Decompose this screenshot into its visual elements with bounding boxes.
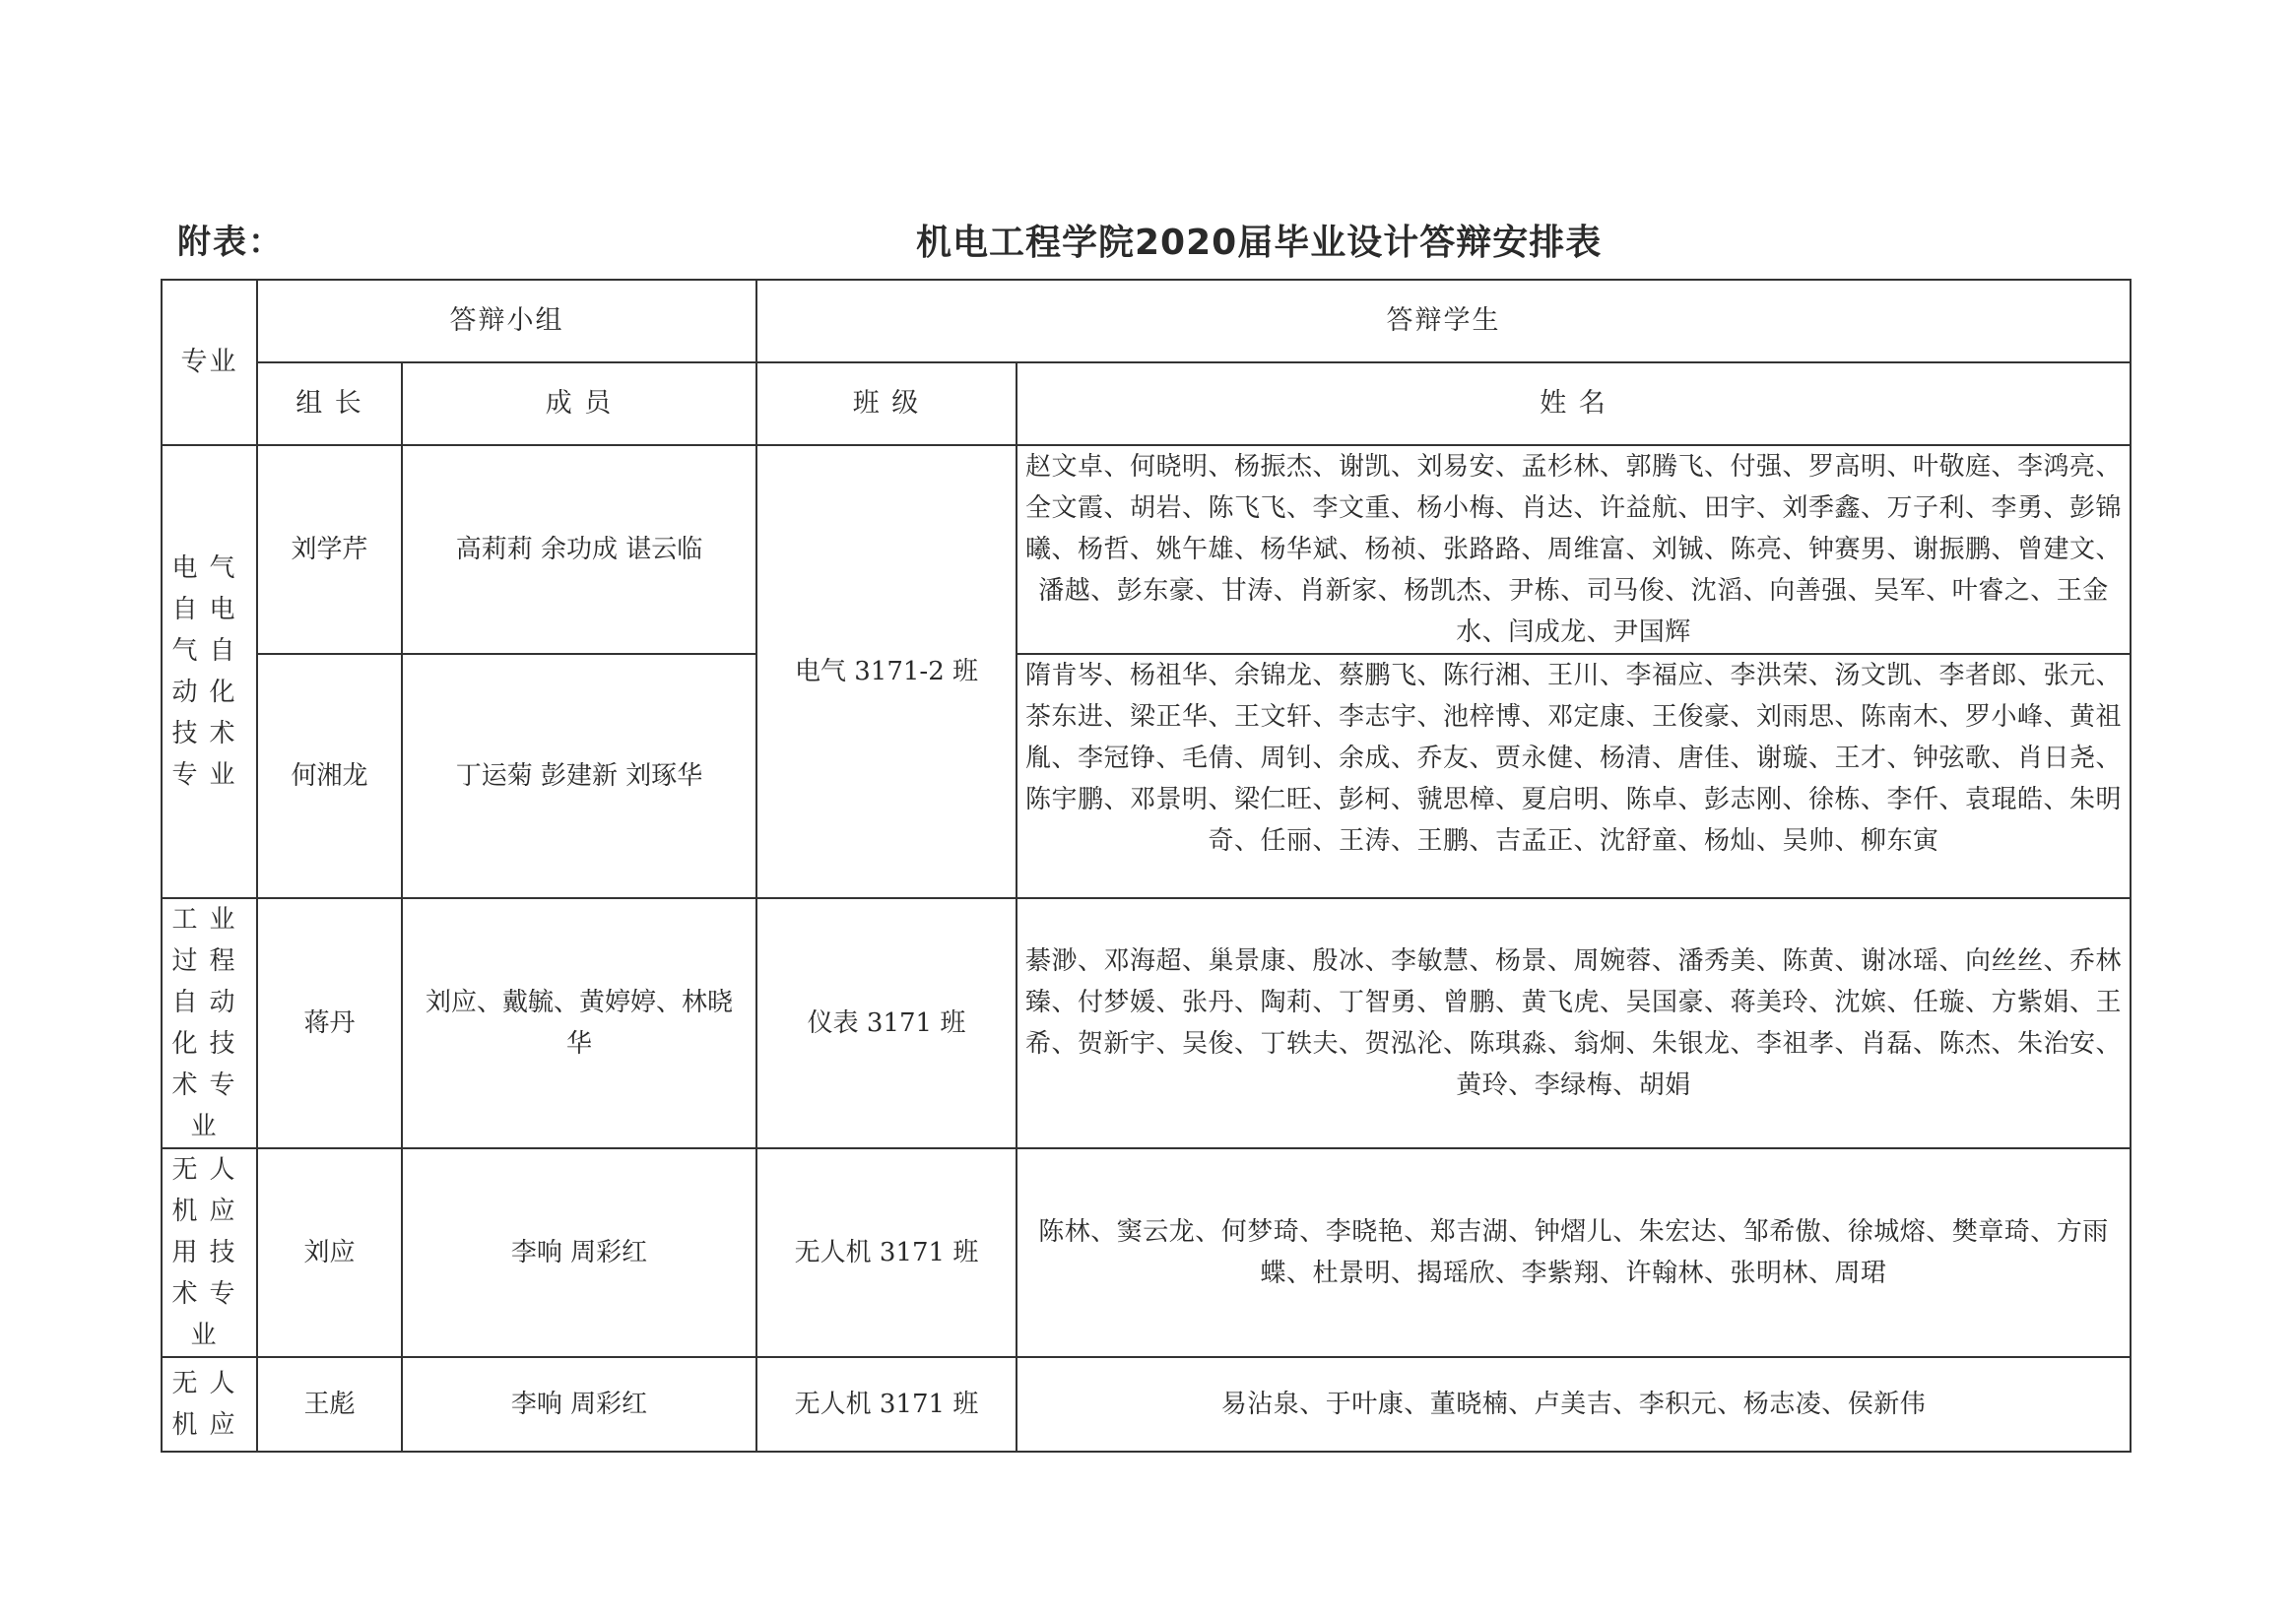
defense-schedule-table <box>161 279 2132 1453</box>
class-cell: 仪表 3171 班 <box>756 898 1017 1148</box>
names-cell: 赵文卓、何晓明、杨振杰、谢凯、刘易安、孟杉林、郭腾飞、付强、罗高明、叶敬庭、李鸿亮、全文霞、胡岩、陈飞飞、李文重、杨小梅、肖达、许益航、田宇、刘季鑫、万子利、李勇、彭锦曦、杨哲、姚午雄、杨华斌、杨祯、张路路、周维富、刘铖、陈亮、钟赛男、谢振鹏、曾建文、潘越、彭东豪、甘涛、肖新家、杨凯杰、尹栋、司马俊、沈滔、向善强、吴军、叶睿之、王金水、闫成龙、尹国辉 <box>1017 445 2131 654</box>
major-cell: 无人机应 <box>162 1357 257 1452</box>
table-row <box>162 1148 2131 1357</box>
document-title: 机电工程学院2020届毕业设计答辩安排表 <box>916 223 1603 263</box>
header-row-2 <box>162 362 2131 445</box>
members-cell: 丁运菊 彭建新 刘琢华 <box>402 654 756 898</box>
students-header: 答辩学生 <box>756 280 2131 362</box>
table-row <box>162 445 2131 654</box>
leader-cell: 何湘龙 <box>257 654 402 898</box>
table-row <box>162 1357 2131 1452</box>
header-row-1 <box>162 280 2131 362</box>
leader-cell: 刘应 <box>257 1148 402 1357</box>
members-cell: 李响 周彩红 <box>402 1357 756 1452</box>
leader-cell: 蒋丹 <box>257 898 402 1148</box>
class-header: 班 级 <box>756 362 1017 445</box>
appendix-label: 附表： <box>177 223 284 262</box>
major-header: 专业 <box>162 280 257 445</box>
major-cell: 电气自电气自动化技术专业 <box>162 445 257 898</box>
members-header: 成 员 <box>402 362 756 445</box>
table-row <box>162 898 2131 1148</box>
panel-header: 答辩小组 <box>257 280 756 362</box>
leader-cell: 刘学芹 <box>257 445 402 654</box>
class-cell: 无人机 3171 班 <box>756 1148 1017 1357</box>
names-cell: 陈林、窦云龙、何梦琦、李晓艳、郑吉湖、钟熠儿、朱宏达、邹希傲、徐城熔、樊章琦、方雨蝶、杜景明、揭瑶欣、李紫翔、许翰林、张明林、周珺 <box>1017 1148 2131 1357</box>
major-cell: 工业过程自动化技术专业 <box>162 898 257 1148</box>
members-cell: 高莉莉 余功成 谌云临 <box>402 445 756 654</box>
names-cell: 隋肯岑、杨祖华、余锦龙、蔡鹏飞、陈行湘、王川、李福应、李洪荣、汤文凯、李者郎、张元、茶东进、梁正华、王文轩、李志宇、池梓博、邓定康、王俊豪、刘雨思、陈南木、罗小峰、黄祖胤、李冠铮、毛倩、周钊、余成、乔友、贾永健、杨清、唐佳、谢璇、王才、钟弦歌、肖日尧、陈宇鹏、邓景明、梁仁旺、彭柯、虢思樟、夏启明、陈卓、彭志刚、徐栋、李仟、袁琨皓、朱明奇、任丽、王涛、王鹏、吉孟正、沈舒童、杨灿、吴帅、柳东寅 <box>1017 654 2131 898</box>
class-cell: 无人机 3171 班 <box>756 1357 1017 1452</box>
members-cell: 刘应、戴毓、黄婷婷、林晓华 <box>402 898 756 1148</box>
leader-cell: 王彪 <box>257 1357 402 1452</box>
names-cell: 綦渺、邓海超、巢景康、殷冰、李敏慧、杨景、周婉蓉、潘秀美、陈黄、谢冰瑶、向丝丝、乔林臻、付梦媛、张丹、陶莉、丁智勇、曾鹏、黄飞虎、吴国豪、蒋美玲、沈嫔、任璇、方紫娟、王希、贺新宇、吴俊、丁轶夫、贺泓沦、陈琪淼、翁炯、朱银龙、李祖孝、肖磊、陈杰、朱治安、黄玲、李绿梅、胡娟 <box>1017 898 2131 1148</box>
members-cell: 李响 周彩红 <box>402 1148 756 1357</box>
names-header: 姓 名 <box>1017 362 2131 445</box>
major-cell: 无人机应用技术专业 <box>162 1148 257 1357</box>
leader-header: 组 长 <box>257 362 402 445</box>
names-cell: 易沾泉、于叶康、董晓楠、卢美吉、李积元、杨志凌、侯新伟 <box>1017 1357 2131 1452</box>
table-row <box>162 654 2131 898</box>
class-cell: 电气 3171-2 班 <box>756 445 1017 898</box>
